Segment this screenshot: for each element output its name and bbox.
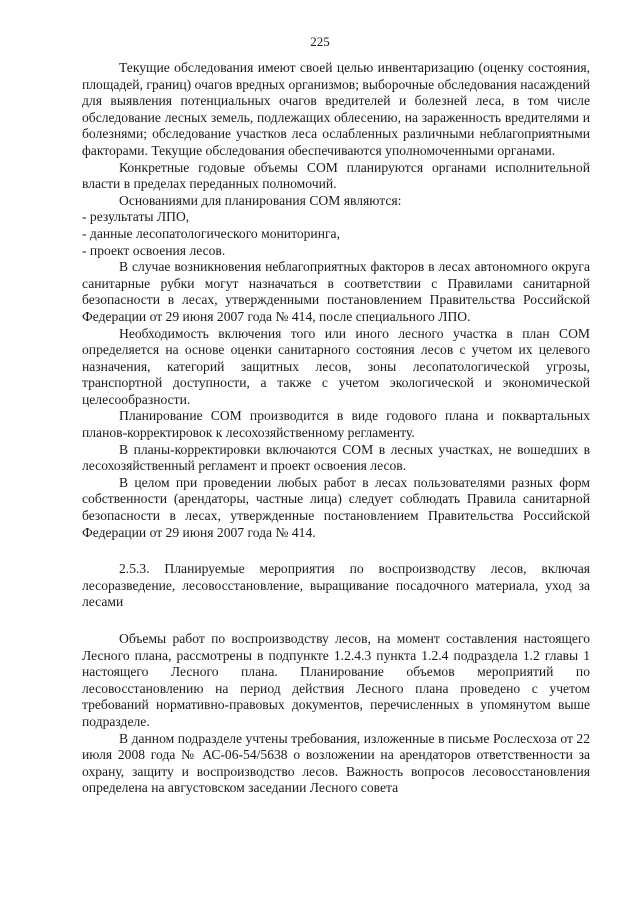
list-item-lpo-results: - результаты ЛПО, <box>82 209 190 225</box>
paragraph-sanitary-cuttings: В случае возникновения неблагоприятных факторов в лесах автономного округа санитарные рубки могут назначаться в соответствии с Правилами санитарной безопасности в лесах, утвержденными постановлением Правительства Российской Федерации от 29 июня 2007 года № 414, после специального ЛПО. <box>82 259 590 324</box>
paragraph-reproduction-volumes: Объемы работ по воспроизводству лесов, на момент составления настоящего Лесного плана, рассмотрены в подпункте 1.2.4.3 пункта 1.2.4 подраздела 1.2 главы 1 настоящего Лесного плана. Планирование объемов мероприятий по лесовосстановлению на период действия Лесного плана проведено с учетом требований нормативно-правовых документов, перечисленных в упомянутом выше подразделе. <box>82 631 590 729</box>
page-number: 225 <box>310 34 330 49</box>
paragraph-som-planning: Планирование СОМ производится в виде годового плана и поквартальных планов-корректировок к лесохозяйственному регламенту. <box>82 408 590 441</box>
paragraph-planning-grounds: Основаниями для планирования СОМ являются: <box>119 192 402 208</box>
section-heading-2-5-3: 2.5.3. Планируемые мероприятия по воспроизводству лесов, включая лесоразведение, лесовосстановление, выращивание посадочного материала, уход за лесами <box>82 561 590 610</box>
list-item-forest-project: - проект освоения лесов. <box>82 242 226 258</box>
paragraph-annual-volumes: Конкретные годовые объемы СОМ планируются органами исполнительной власти в пределах переданных полномочий. <box>82 159 590 192</box>
paragraph-current-surveys: Текущие обследования имеют своей целью инвентаризацию (оценку состояния, площадей, границ) очагов вредных организмов; выборочные обследования насаждений для выявления потенциальных очагов вредителей и болезней леса, в том числе обследование лесных земель, подлежащих облесению, на зараженность вредителями и болезнями; обследование участков леса ослабленных различными неблагоприятными факторами. Текущие обследования обеспечиваются уполномоченными органами. <box>82 60 590 158</box>
page-content <box>82 60 590 797</box>
paragraph-plan-corrections: В планы-корректировки включаются СОМ в лесных участках, не вошедших в лесохозяйственный регламент и проект освоения лесов. <box>82 441 590 474</box>
paragraph-rosleskhoz-letter: В данном подразделе учтены требования, изложенные в письме Рослесхоза от 22 июля 2008 года № АС-06-54/5638 о возложении на арендаторов ответственности за охрану, защиту и воспроизводство лесов. Важность вопросов лесовосстановления определена на августовском заседании Лесного совета <box>82 730 590 796</box>
paragraph-inclusion-necessity: Необходимость включения того или иного лесного участка в план СОМ определяется на основе оценки санитарного состояния лесов с учетом их целевого назначения, категорий защитных лесов, зоны лесопатологической угрозы, транспортной доступности, а также с учетом экологической и экономической целесообразности. <box>82 325 590 407</box>
list-item-monitoring-data: - данные лесопатологического мониторинга, <box>82 225 340 241</box>
paragraph-sanitary-rules: В целом при проведении любых работ в лесах пользователями разных форм собственности (арендаторы, частные лица) следует соблюдать Правила санитарной безопасности в лесах, утвержденные постановлением Правительства Российской Федерации от 29 июня 2007 года № 414. <box>82 474 590 540</box>
